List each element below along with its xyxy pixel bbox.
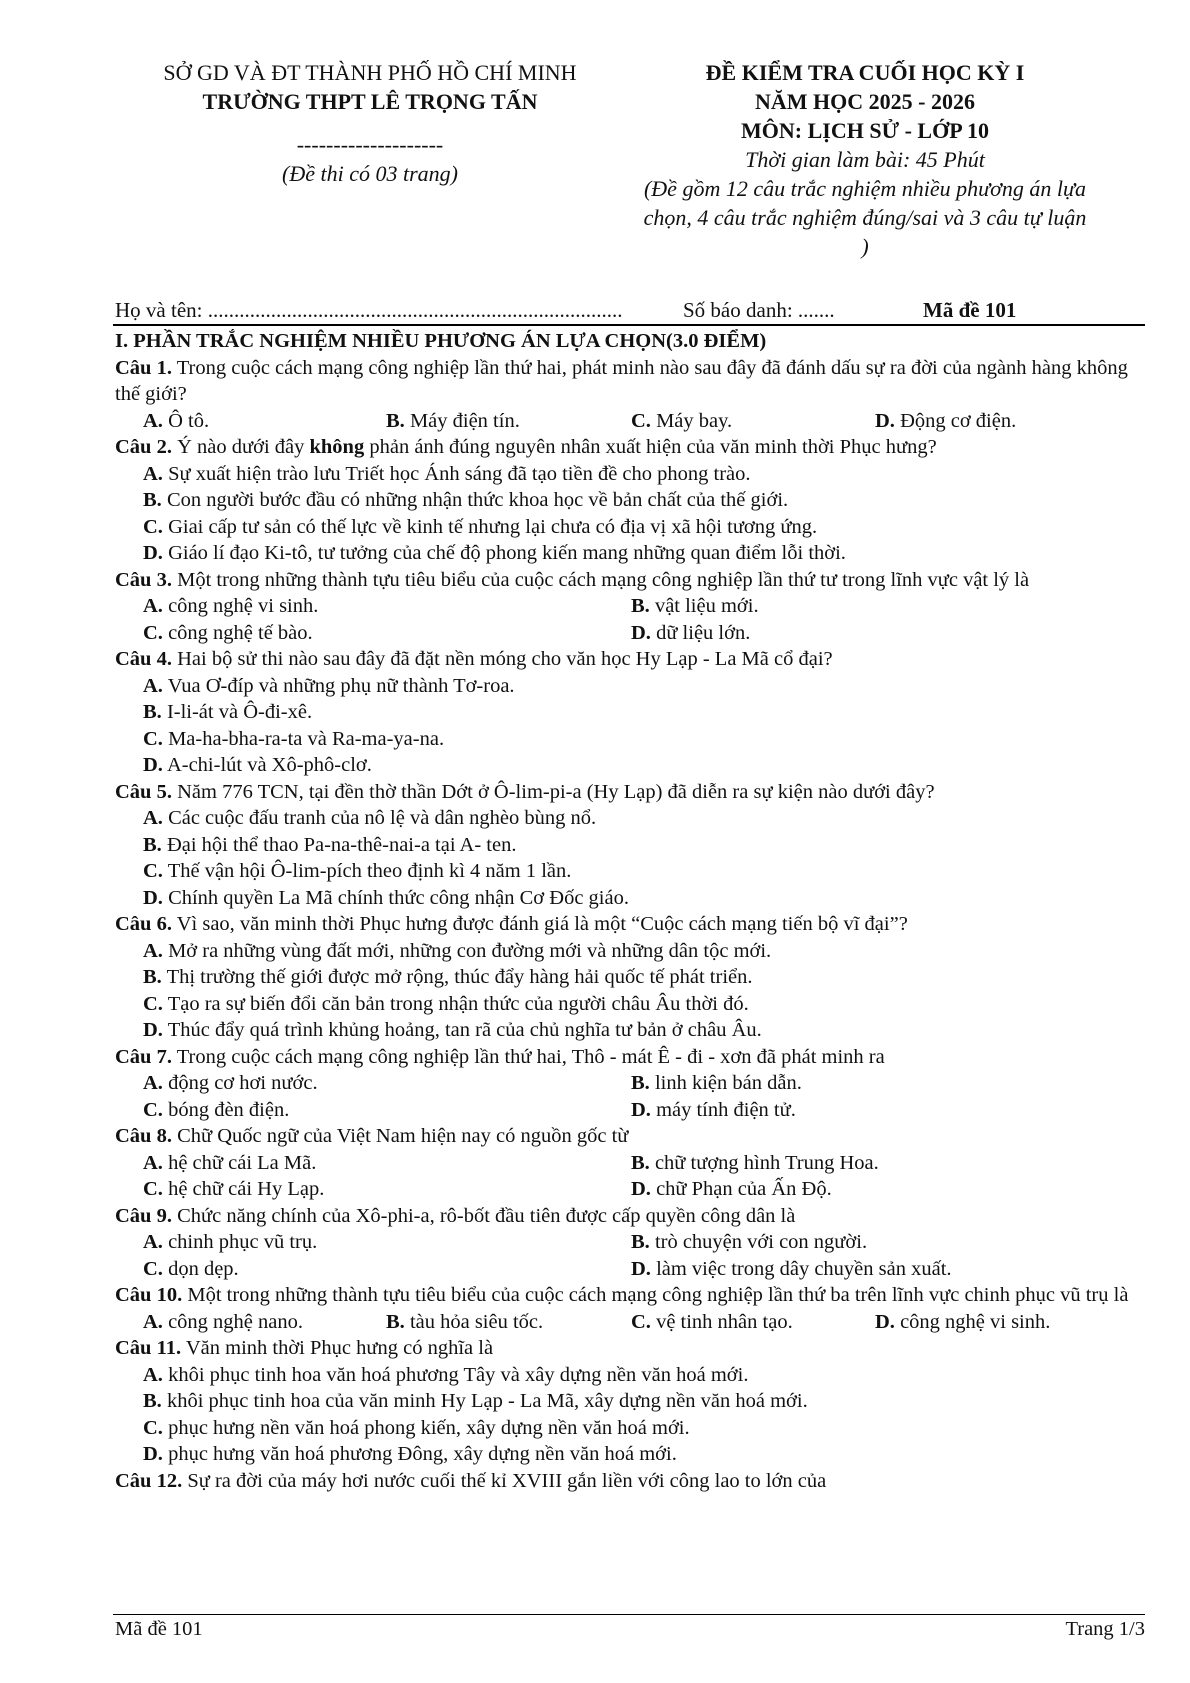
option-d[interactable]: D. làm việc trong dây chuyền sản xuất. bbox=[631, 1257, 952, 1280]
pages-note: (Đề thi có 03 trang) bbox=[282, 161, 458, 186]
question-1 bbox=[115, 355, 1147, 408]
question-text: phản ánh đúng nguyên nhân xuất hiện của văn minh thời Phục hưng? bbox=[369, 436, 937, 458]
option-c[interactable]: C. vệ tinh nhân tạo. bbox=[631, 1310, 793, 1333]
question-text: Một trong những thành tựu tiêu biểu của cuộc cách mạng công nghiệp lần thứ ba trên lĩnh vực chinh phục vũ trụ là bbox=[187, 1284, 1129, 1306]
header-left bbox=[110, 58, 630, 188]
question-number: Câu 3. bbox=[115, 568, 172, 591]
option-b[interactable]: B. khôi phục tinh hoa của văn minh Hy Lạp - La Mã, xây dựng nền văn hoá mới. bbox=[143, 1390, 808, 1412]
question-text: Trong cuộc cách mạng công nghiệp lần thứ hai, Thô - mát Ê - đi - xơn đã phát minh ra bbox=[176, 1045, 885, 1068]
option-a[interactable]: A. công nghệ vi sinh. bbox=[143, 595, 319, 617]
header-rule bbox=[113, 324, 1145, 326]
question-text: Một trong những thành tựu tiêu biểu của cuộc cách mạng công nghiệp lần thứ tư trong lĩnh vực vật lý là bbox=[177, 568, 1030, 591]
question-number: Câu 7. bbox=[115, 1045, 172, 1068]
school-name: TRƯỜNG THPT LÊ TRỌNG TẤN bbox=[202, 89, 538, 114]
option-b[interactable]: B. trò chuyện với con người. bbox=[631, 1231, 868, 1253]
footer-rule bbox=[113, 1614, 1145, 1615]
option-d[interactable]: D. Giáo lí đạo Ki-tô, tư tưởng của chế độ phong kiến mang những quan điểm lỗi thời. bbox=[143, 542, 846, 564]
option-b[interactable]: B. linh kiện bán dẫn. bbox=[631, 1072, 802, 1094]
option-a[interactable]: A. công nghệ nano. bbox=[143, 1310, 303, 1333]
option-b[interactable]: B. vật liệu mới. bbox=[631, 595, 759, 617]
question-text: Văn minh thời Phục hưng có nghĩa là bbox=[185, 1337, 494, 1359]
question-text: Chức năng chính của Xô-phi-a, rô-bốt đầu tiên được cấp quyền công dân là bbox=[177, 1204, 796, 1227]
structure-note: (Đề gồm 12 câu trắc nghiệm nhiều phương án lựa chọn, 4 câu trắc nghiệm đúng/sai và 3 câu tự luận ) bbox=[643, 176, 1087, 259]
options-row bbox=[143, 1256, 1147, 1283]
option-c[interactable]: C. Máy bay. bbox=[631, 409, 733, 432]
header-right bbox=[600, 58, 1130, 261]
option-a[interactable]: A. hệ chữ cái La Mã. bbox=[143, 1151, 317, 1174]
option-a[interactable]: A. Các cuộc đấu tranh của nô lệ và dân nghèo bùng nổ. bbox=[143, 807, 597, 829]
option-a[interactable]: A. Sự xuất hiện trào lưu Triết học Ánh sáng đã tạo tiền đề cho phong trào. bbox=[143, 462, 751, 485]
option-b[interactable]: B. I-li-át và Ô-đi-xê. bbox=[143, 701, 313, 723]
footer-exam-code: Mã đề 101 bbox=[115, 1618, 203, 1640]
question-8 bbox=[115, 1123, 1147, 1150]
name-field[interactable]: Họ và tên: ............................................................................... bbox=[115, 298, 623, 322]
question-number: Câu 10. bbox=[115, 1284, 183, 1306]
option-a[interactable]: A. khôi phục tinh hoa văn hoá phương Tây và xây dựng nền văn hoá mới. bbox=[143, 1363, 749, 1386]
question-number: Câu 2. bbox=[115, 436, 172, 458]
question-number: Câu 9. bbox=[115, 1204, 172, 1227]
question-6 bbox=[115, 911, 1147, 938]
questions-section bbox=[115, 328, 1147, 1494]
option-b[interactable]: B. Đại hội thể thao Pa-na-thê-nai-a tại A- ten. bbox=[143, 833, 517, 856]
subject: MÔN: LỊCH SỬ - LỚP 10 bbox=[741, 118, 989, 143]
options-row bbox=[143, 1070, 1147, 1097]
options-row bbox=[143, 1150, 1147, 1177]
question-text: Ý nào dưới đây bbox=[177, 436, 305, 458]
question-number: Câu 11. bbox=[115, 1337, 182, 1359]
option-d[interactable]: D. công nghệ vi sinh. bbox=[875, 1310, 1051, 1333]
option-d[interactable]: D. dữ liệu lớn. bbox=[631, 621, 751, 644]
header-divider: -------------------- bbox=[296, 132, 444, 157]
options-row bbox=[143, 1229, 1147, 1256]
option-b[interactable]: B. Con người bước đầu có những nhận thức khoa học về bản chất của thế giới. bbox=[143, 489, 789, 511]
option-c[interactable]: C. phục hưng nền văn hoá phong kiến, xây dựng nền văn hoá mới. bbox=[143, 1416, 690, 1439]
page-number: Trang 1/3 bbox=[1065, 1618, 1145, 1640]
options-row bbox=[143, 1176, 1147, 1203]
question-9 bbox=[115, 1203, 1147, 1230]
candidate-info-line bbox=[115, 298, 1145, 326]
option-c[interactable]: C. Tạo ra sự biến đổi căn bản trong nhận thức của người châu Âu thời đó. bbox=[143, 992, 749, 1015]
option-c[interactable]: C. Thế vận hội Ô-lim-pích theo định kì 4 năm 1 lần. bbox=[143, 860, 572, 882]
options-row bbox=[143, 1309, 1147, 1336]
option-b[interactable]: B. chữ tượng hình Trung Hoa. bbox=[631, 1151, 879, 1174]
option-c[interactable]: C. Ma-ha-bha-ra-ta và Ra-ma-ya-na. bbox=[143, 727, 445, 750]
option-d[interactable]: D. phục hưng văn hoá phương Đông, xây dựng nền văn hoá mới. bbox=[143, 1443, 677, 1465]
option-d[interactable]: D. Động cơ điện. bbox=[875, 409, 1017, 432]
exam-title: ĐỀ KIỂM TRA CUỐI HỌC KỲ I bbox=[705, 60, 1025, 85]
question-text: Chữ Quốc ngữ của Việt Nam hiện nay có nguồn gốc từ bbox=[177, 1125, 629, 1147]
question-7 bbox=[115, 1044, 1147, 1071]
option-a[interactable]: A. Ô tô. bbox=[143, 409, 210, 432]
option-b[interactable]: B. Máy điện tín. bbox=[386, 409, 520, 432]
question-number: Câu 5. bbox=[115, 780, 172, 803]
question-10 bbox=[115, 1282, 1147, 1309]
option-c[interactable]: C. Giai cấp tư sản có thế lực về kinh tế nhưng lại chưa có địa vị xã hội tương ứng. bbox=[143, 515, 818, 538]
option-a[interactable]: A. Vua Ơ-đíp và những phụ nữ thành Tơ-roa. bbox=[143, 674, 515, 697]
question-2 bbox=[115, 434, 1147, 461]
question-text: Vì sao, văn minh thời Phục hưng được đánh giá là một “Cuộc cách mạng tiến bộ vĩ đại”? bbox=[176, 913, 908, 935]
school-year: NĂM HỌC 2025 - 2026 bbox=[755, 89, 975, 114]
duration: Thời gian làm bài: 45 Phút bbox=[745, 147, 985, 172]
question-number: Câu 6. bbox=[115, 913, 172, 935]
option-b[interactable]: B. tàu hỏa siêu tốc. bbox=[386, 1310, 544, 1333]
option-d[interactable]: D. Chính quyền La Mã chính thức công nhận Cơ Đốc giáo. bbox=[143, 886, 629, 909]
question-number: Câu 1. bbox=[115, 356, 172, 379]
option-d[interactable]: D. chữ Phạn của Ấn Độ. bbox=[631, 1178, 832, 1200]
question-4 bbox=[115, 646, 1147, 673]
options-row bbox=[143, 620, 1147, 647]
options-row bbox=[143, 408, 1147, 435]
question-3 bbox=[115, 567, 1147, 594]
question-12 bbox=[115, 1468, 1147, 1495]
question-emphasis: không bbox=[309, 436, 365, 458]
option-a[interactable]: A. chinh phục vũ trụ. bbox=[143, 1231, 318, 1253]
option-d[interactable]: D. Thúc đẩy quá trình khủng hoảng, tan rã của chủ nghĩa tư bản ở châu Âu. bbox=[143, 1019, 762, 1041]
option-a[interactable]: A. Mở ra những vùng đất mới, những con đường mới và những dân tộc mới. bbox=[143, 939, 772, 962]
option-c[interactable]: C. hệ chữ cái Hy Lạp. bbox=[143, 1178, 325, 1200]
question-11 bbox=[115, 1335, 1147, 1362]
option-d[interactable]: D. A-chi-lút và Xô-phô-clơ. bbox=[143, 754, 372, 776]
option-c[interactable]: C. công nghệ tế bào. bbox=[143, 621, 313, 644]
question-text: Năm 776 TCN, tại đền thờ thần Dớt ở Ô-lim-pi-a (Hy Lạp) đã diễn ra sự kiện nào dưới đây? bbox=[177, 780, 935, 803]
options-row bbox=[143, 593, 1147, 620]
question-number: Câu 4. bbox=[115, 648, 172, 670]
question-number: Câu 8. bbox=[115, 1125, 172, 1147]
options-row bbox=[143, 1097, 1147, 1124]
section-title: I. PHẦN TRẮC NGHIỆM NHIỀU PHƯƠNG ÁN LỰA CHỌN(3.0 ĐIỂM) bbox=[115, 330, 767, 352]
question-text: Trong cuộc cách mạng công nghiệp lần thứ hai, phát minh nào sau đây đã đánh dấu sự ra đời của ngành hàng không thế giới? bbox=[115, 356, 1128, 405]
department-name: SỞ GD VÀ ĐT THÀNH PHỐ HỒ CHÍ MINH bbox=[163, 60, 577, 85]
candidate-number-field[interactable]: Số báo danh: ....... bbox=[683, 298, 835, 322]
question-number: Câu 12. bbox=[115, 1469, 183, 1492]
exam-code: Mã đề 101 bbox=[923, 298, 1017, 322]
option-b[interactable]: B. Thị trường thế giới được mở rộng, thúc đẩy hàng hải quốc tế phát triển. bbox=[143, 966, 753, 988]
option-a[interactable]: A. động cơ hơi nước. bbox=[143, 1072, 318, 1094]
option-d[interactable]: D. máy tính điện tử. bbox=[631, 1098, 796, 1121]
question-text: Hai bộ sử thi nào sau đây đã đặt nền móng cho văn học Hy Lạp - La Mã cổ đại? bbox=[177, 648, 833, 670]
option-c[interactable]: C. dọn dẹp. bbox=[143, 1257, 239, 1280]
question-5 bbox=[115, 779, 1147, 806]
question-text: Sự ra đời của máy hơi nước cuối thế kỉ XVIII gắn liền với công lao to lớn của bbox=[187, 1469, 827, 1492]
option-c[interactable]: C. bóng đèn điện. bbox=[143, 1098, 290, 1121]
